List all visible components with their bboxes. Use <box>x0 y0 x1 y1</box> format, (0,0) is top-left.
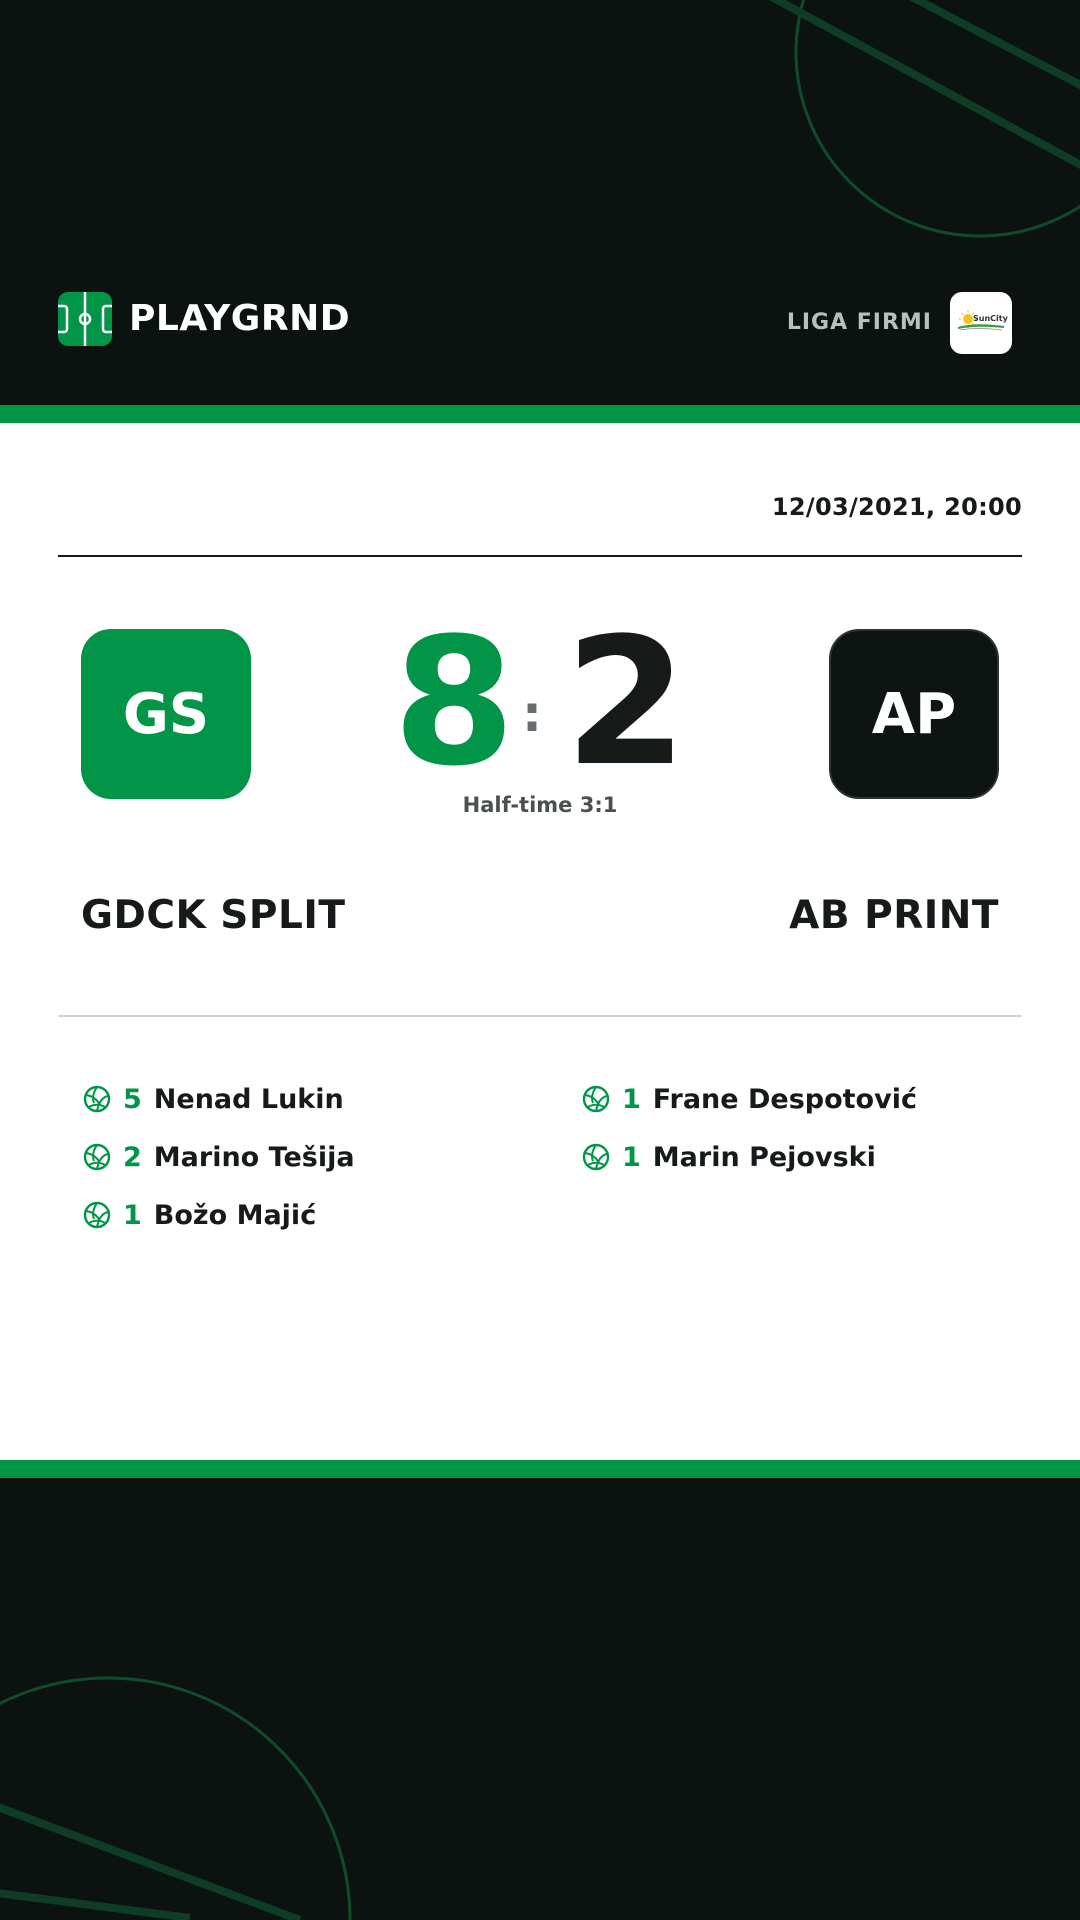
scorer-row <box>83 1070 355 1128</box>
match-datetime: 12/03/2021, 20:00 <box>771 493 1022 521</box>
football-icon <box>582 1085 610 1113</box>
goal-count: 1 <box>622 1083 641 1115</box>
goal-count: 1 <box>622 1141 641 1173</box>
football-icon <box>83 1085 111 1113</box>
sponsor-badge <box>950 292 1012 354</box>
player-name: Božo Majić <box>153 1199 317 1231</box>
league-name: LIGA FIRMI <box>786 310 932 335</box>
header <box>0 0 1080 405</box>
footer <box>0 1478 1080 1920</box>
scorer-row <box>582 1128 917 1186</box>
brand-name: PLAYGRND <box>129 298 351 339</box>
scorer-row <box>83 1186 355 1244</box>
away-team-badge: AP <box>829 629 999 799</box>
home-scorers-list <box>83 1070 355 1244</box>
away-score: 2 <box>564 600 688 805</box>
match-card <box>0 423 1080 1460</box>
scorer-row <box>582 1070 917 1128</box>
player-name: Nenad Lukin <box>153 1083 344 1115</box>
goal-count: 2 <box>123 1141 142 1173</box>
brand <box>58 292 350 346</box>
top-accent-band <box>0 405 1080 423</box>
football-pitch-icon <box>58 292 112 346</box>
football-icon <box>582 1143 610 1171</box>
divider <box>58 1015 1022 1017</box>
league <box>787 292 1012 354</box>
home-score: 8 <box>392 600 516 805</box>
away-scorers-list <box>582 1070 917 1186</box>
scorer-row <box>83 1128 355 1186</box>
player-name: Marino Tešija <box>153 1141 355 1173</box>
bottom-accent-band <box>0 1460 1080 1478</box>
divider <box>58 555 1022 557</box>
home-team-name: GDCK SPLIT <box>81 893 346 938</box>
score-separator: : <box>522 685 542 743</box>
pitch-lines-decoration <box>0 1478 1080 1920</box>
goal-count: 5 <box>123 1083 142 1115</box>
away-team-name: AB PRINT <box>789 893 999 938</box>
football-icon <box>83 1143 111 1171</box>
home-team-badge: GS <box>81 629 251 799</box>
football-icon <box>83 1201 111 1229</box>
goal-count: 1 <box>123 1199 142 1231</box>
suncity-logo <box>954 303 1008 343</box>
player-name: Frane Despotović <box>652 1083 917 1115</box>
halftime-score: Half-time 3:1 <box>462 793 618 817</box>
player-name: Marin Pejovski <box>652 1141 876 1173</box>
svg-text:SunCity: SunCity <box>973 314 1008 323</box>
